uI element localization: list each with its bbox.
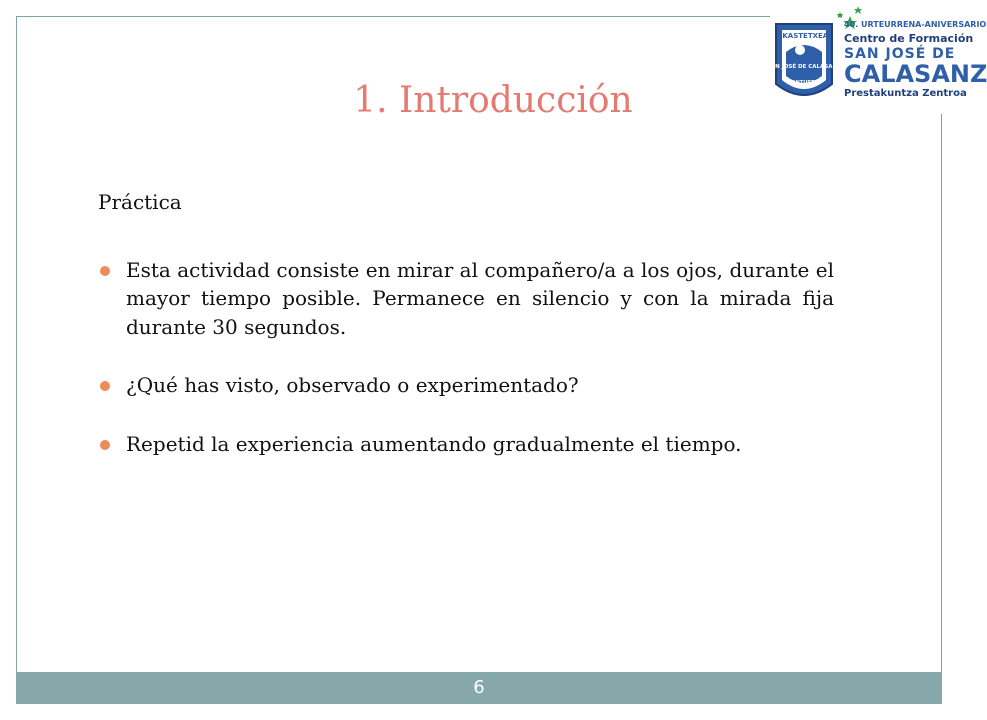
section-label: Práctica (98, 190, 182, 214)
list-item (98, 430, 834, 458)
logo-anniversary: 40. URTEURRENA-ANIVERSARIO (844, 20, 987, 29)
logo-san-jose: SAN JOSÉ DE (844, 46, 956, 62)
list-item (98, 256, 834, 341)
logo-prestakuntza: Prestakuntza Zentroa (844, 88, 967, 99)
bullet-list (98, 256, 834, 488)
bullet-text: Esta actividad consiste en mirar al compañero/a a los ojos, durante el mayor tiempo posible. Permanece en silencio y con la mirada fija durante 30 segundos. (126, 258, 834, 339)
logo-badge-middle: SAN JOSÉ DE CALASANZ (766, 64, 842, 70)
footer-bar (16, 672, 942, 704)
logo-badge-bottom: SANTURTZI (788, 80, 820, 86)
slide-title: 1. Introducción (353, 80, 633, 121)
logo-badge-top: IKASTETXEA (779, 32, 829, 40)
bullet-icon (100, 440, 110, 450)
logo-centro: Centro de Formación (844, 32, 974, 45)
bullet-icon (100, 381, 110, 391)
list-item (98, 371, 834, 399)
logo-calasanz: CALASANZ (844, 60, 987, 88)
page-number: 6 (473, 677, 485, 698)
bullet-text: Repetid la experiencia aumentando gradualmente el tiempo. (126, 431, 742, 456)
bullet-icon (100, 266, 110, 276)
bullet-text: ¿Qué has visto, observado o experimentado? (126, 373, 579, 398)
